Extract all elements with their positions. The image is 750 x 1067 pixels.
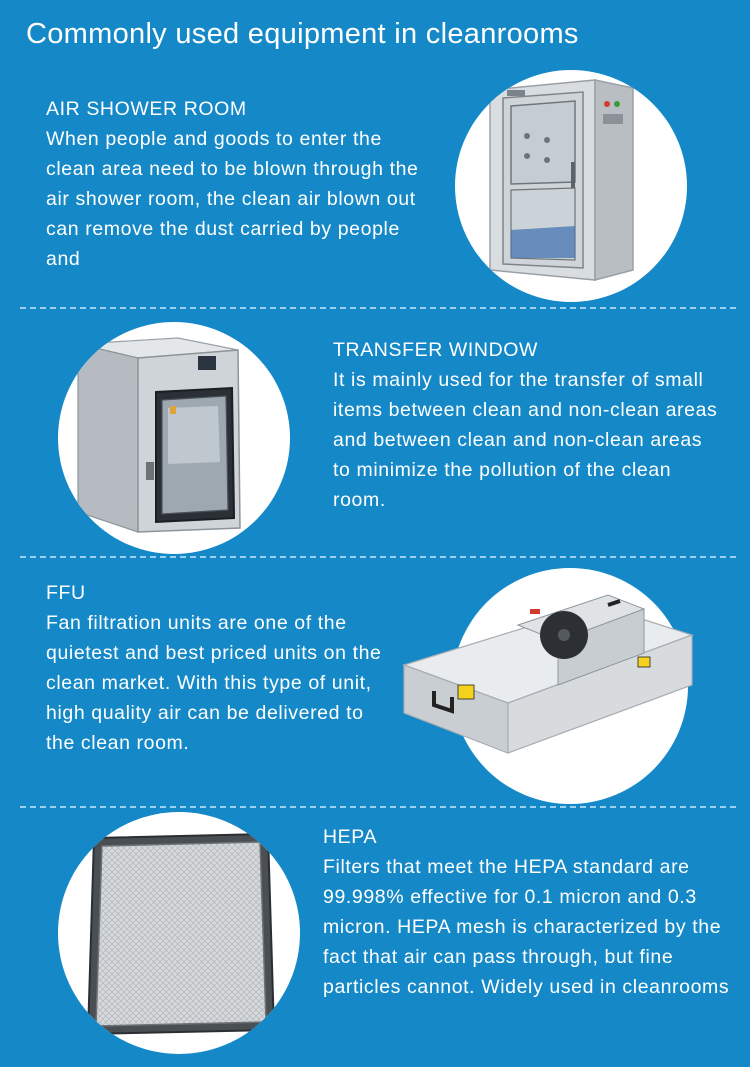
section-body: Filters that meet the HEPA standard are 99.998% effective for 0.1 micron and 0.3 micron. HEPA mesh is characterized by the fact that air can pass through, but fine particles cannot. Widely used in cleanrooms	[323, 856, 730, 998]
divider	[20, 556, 736, 558]
section-transfer-window	[333, 335, 723, 515]
section-heading: TRANSFER WINDOW	[333, 339, 539, 361]
page-title: Commonly used equipment in cleanrooms	[26, 18, 579, 50]
ffu-unit-illustration	[398, 585, 698, 755]
divider	[20, 307, 736, 309]
section-ffu	[46, 578, 391, 758]
section-heading: HEPA	[323, 826, 378, 848]
section-body: It is mainly used for the transfer of small items between clean and non-clean areas and between clean and non-clean areas to minimize the pollution of the clean room.	[333, 369, 718, 511]
transfer-window-image	[58, 322, 290, 554]
section-hepa	[323, 822, 738, 1002]
section-body: When people and goods to enter the clean area need to be blown through the air shower room, the clean air blown out can remove the dust carried by people and	[46, 128, 419, 270]
section-air-shower-room	[46, 94, 426, 274]
divider	[20, 806, 736, 808]
section-body: Fan filtration units are one of the quietest and best priced units on the clean market. With this type of unit, high quality air can be delivered to the clean room.	[46, 612, 382, 754]
air-shower-room-image	[455, 70, 687, 302]
section-heading: FFU	[46, 582, 86, 604]
hepa-filter-image	[58, 812, 300, 1054]
section-heading: AIR SHOWER ROOM	[46, 98, 247, 120]
